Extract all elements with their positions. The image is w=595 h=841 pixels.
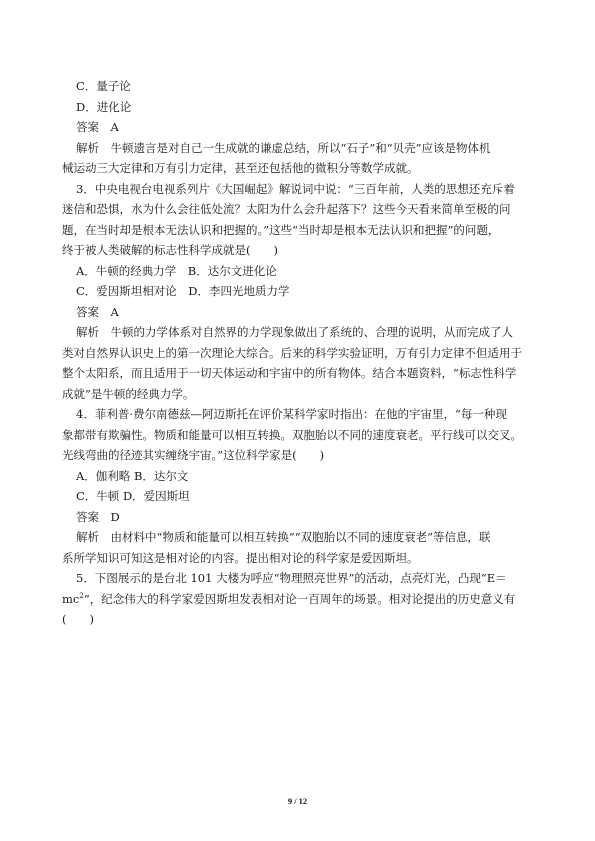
text-line: 械运动三大定律和万有引力定律，甚至还包括他的微积分等数学成就。	[62, 161, 419, 175]
text-line: 解析 牛顿遗言是对自己一生成就的谦虚总结，所以“石子”和“贝壳”应该是物体机	[76, 140, 491, 155]
text-fragment: mc	[62, 591, 80, 606]
text-line: D．进化论	[76, 99, 132, 114]
text-line: C．爱因斯坦相对论 D．李四光地质力学	[76, 284, 290, 298]
text-line: 类对自然界认识史上的第一次理论大综合。后来的科学实验证明，万有引力定律不但适用于	[62, 345, 522, 360]
text-line: ( )	[62, 612, 94, 626]
text-line: 4．菲利普·费尔南德兹—阿迈斯托在评价某科学家时指出：在他的宇宙里，“每一种现	[76, 407, 507, 421]
superscript: 2	[79, 591, 84, 600]
text-line: 题，在当时却是根本无法认识和把握的。”这些“当时却是根本无法认识和把握”的问题，	[62, 222, 500, 237]
text-line: 解析 由材料中“物质和能量可以相互转换”“双胞胎以不同的速度衰老”等信息，联	[76, 530, 491, 544]
text-line: 象都带有欺骗性。物质和能量可以相互转换。双胞胎以不同的速度衰老。平行线可以交叉。	[62, 427, 522, 442]
text-line: 系所学知识可知这是相对论的内容。提出相对论的科学家是爱因斯坦。	[62, 550, 419, 565]
text-line: A．伽利略 B．达尔文	[76, 468, 189, 483]
text-line: 答案 D	[76, 509, 120, 524]
text-line: 3．中央电视台电视系列片《大国崛起》解说词中说：“三百年前，人类的思想还充斥着	[76, 181, 515, 196]
text-line: 光线弯曲的径迹其实缠绕宇宙。”这位科学家是( )	[62, 448, 325, 462]
text-line: 解析 牛顿的力学体系对自然界的力学现象做出了系统的、合理的说明，从而完成了人	[76, 325, 513, 339]
text-line: C．牛顿 D．爱因斯坦	[76, 489, 190, 503]
text-fragment: ”，纪念伟大的科学家爱因斯坦发表相对论一百周年的场景。相对论提出的历史意义有	[83, 591, 516, 606]
text-line	[62, 589, 532, 610]
text-line: 成就”是牛顿的经典力学。	[62, 386, 195, 401]
text-line: 迷信和恐惧，水为什么会往低处流？太阳为什么会升起落下？这些今天看来简单至极的问	[62, 202, 511, 216]
text-line: 答案 A	[76, 304, 119, 319]
text-line: C．量子论	[76, 79, 131, 93]
page-content	[62, 76, 532, 630]
text-line: 终于被人类破解的标志性科学成就是( )	[62, 243, 278, 257]
text-line: 整个太阳系，而且适用于一切天体运动和宇宙中的所有物体。结合本题资料，“标志性科学	[62, 366, 517, 380]
text-line: A．牛顿的经典力学 B．达尔文进化论	[76, 263, 277, 278]
text-line: 答案 A	[76, 120, 119, 134]
text-line: 5．下图展示的是台北 101 大楼为呼应“物理照亮世界”的活动，点亮灯光，凸现“E＝	[76, 571, 507, 585]
page-number: 9 / 12	[287, 796, 308, 806]
